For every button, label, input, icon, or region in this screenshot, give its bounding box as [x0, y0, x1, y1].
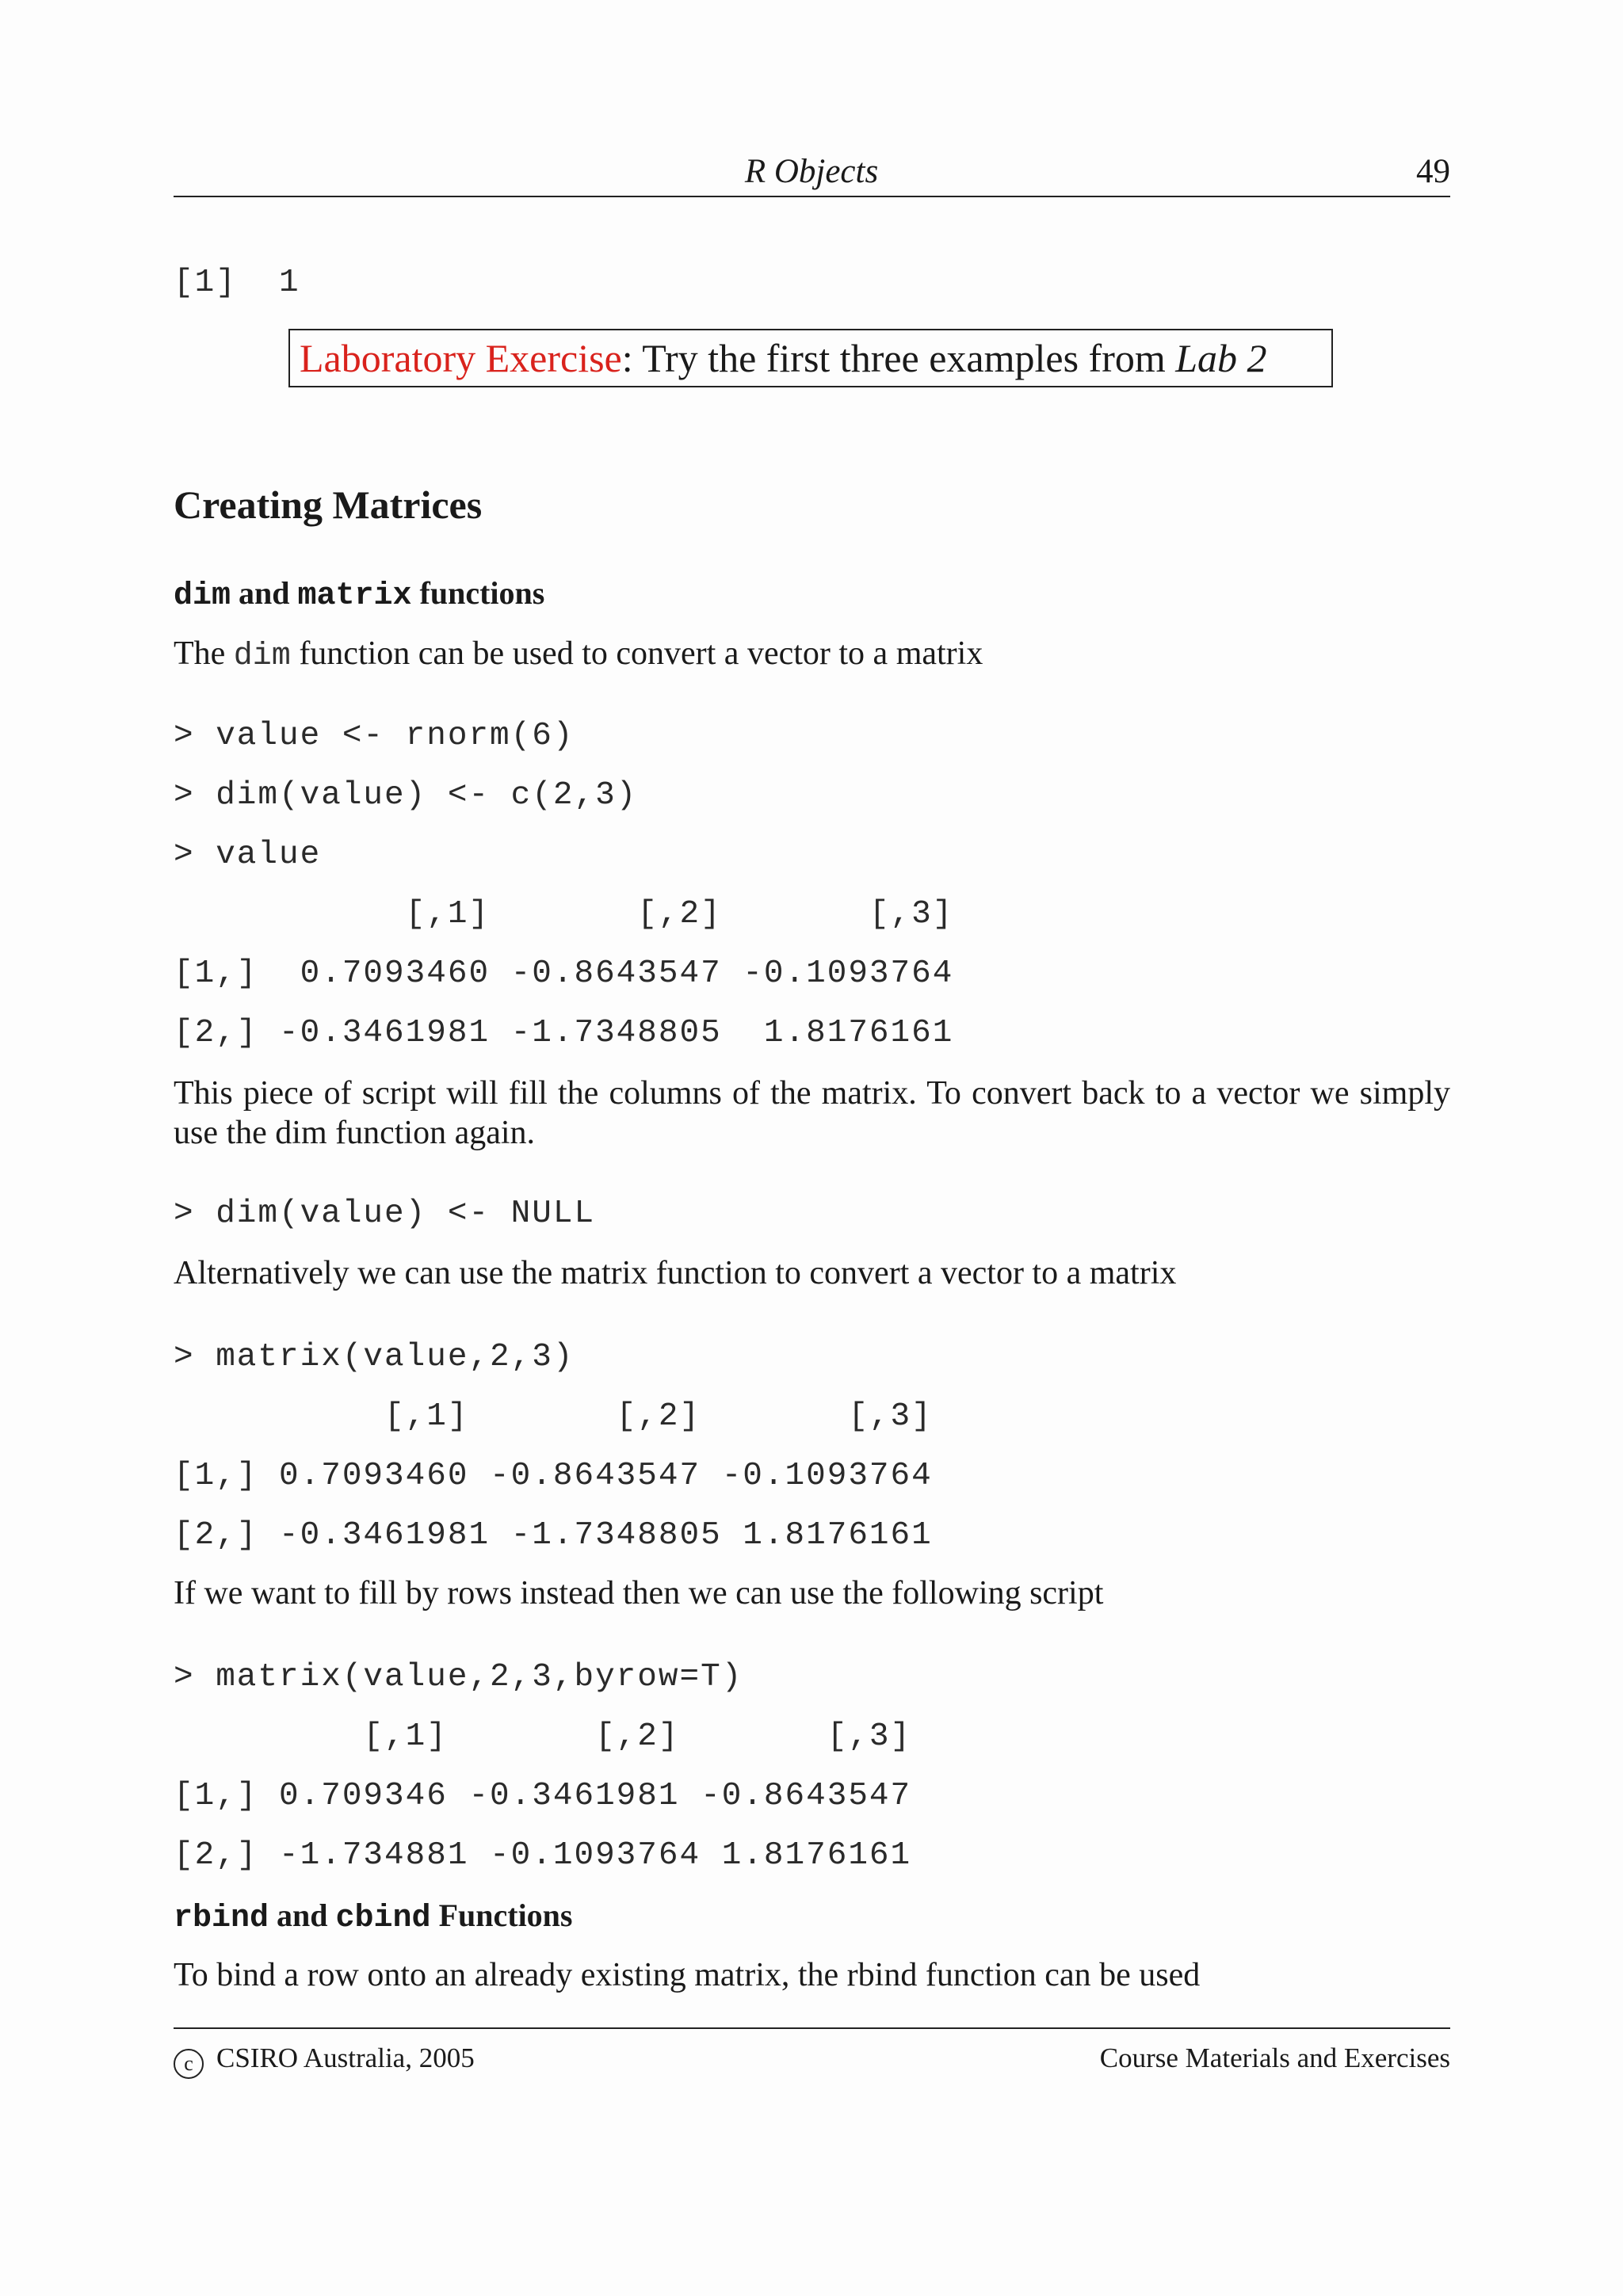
page-number: 49 — [1416, 153, 1450, 190]
footer-course-title: Course Materials and Exercises — [1099, 2042, 1450, 2073]
subsection-code-dim: dim — [174, 578, 231, 614]
lab-exercise-label: Laboratory Exercise — [300, 336, 622, 380]
code-output: [1] 1 — [174, 265, 300, 301]
subsection-and: and — [231, 575, 298, 611]
code-line: [2,] -1.734881 -0.1093764 1.8176161 — [174, 1837, 912, 1874]
subsection-and: and — [269, 1897, 336, 1933]
para1-after: function can be used to convert a vector to a matrix — [290, 635, 983, 672]
section-title: Creating Matrices — [174, 482, 483, 527]
code-line: [2,] -0.3461981 -1.7348805 1.8176161 — [174, 1015, 954, 1051]
paragraph-fill-rows: If we want to fill by rows instead then we can use the following script — [174, 1575, 1104, 1611]
para1-code: dim — [233, 639, 291, 674]
code-line: [,1] [,2] [,3] — [174, 896, 954, 933]
code-line: [2,] -0.3461981 -1.7348805 1.8176161 — [174, 1517, 933, 1554]
paragraph-rbind: To bind a row onto an already existing matrix, the rbind function can be used — [174, 1957, 1201, 1993]
para1-before: The — [174, 635, 234, 672]
code-line: > value <- rnorm(6) — [174, 718, 575, 754]
code-line: [1,] 0.709346 -0.3461981 -0.8643547 — [174, 1778, 912, 1814]
subsection-heading-rbind-cbind — [174, 1897, 573, 1936]
subsection-heading-dim-matrix — [174, 574, 544, 614]
footer-left-text: CSIRO Australia, 2005 — [216, 2042, 475, 2073]
code-line: [,1] [,2] [,3] — [174, 1398, 933, 1435]
subsection-code-cbind: cbind — [335, 1901, 431, 1936]
paragraph-matrix-function: Alternatively we can use the matrix function to convert a vector to a matrix — [174, 1255, 1177, 1291]
subsection-code-matrix: matrix — [297, 578, 412, 614]
code-line: > value — [174, 837, 322, 873]
header-rule — [174, 196, 1450, 197]
code-line: > matrix(value,2,3) — [174, 1339, 575, 1375]
copyright-icon: c — [174, 2049, 204, 2079]
lab-name: Lab 2 — [1175, 336, 1267, 380]
lab-exercise-text: : Try the first three examples from — [621, 336, 1176, 380]
subsection-code-rbind: rbind — [174, 1901, 269, 1936]
running-header-title: R Objects — [744, 153, 879, 190]
code-line: [,1] [,2] [,3] — [174, 1718, 912, 1755]
code-line: > dim(value) <- c(2,3) — [174, 777, 638, 814]
code-line: [1,] 0.7093460 -0.8643547 -0.1093764 — [174, 955, 954, 992]
code-line: > matrix(value,2,3,byrow=T) — [174, 1659, 743, 1695]
subsection-rest: Functions — [430, 1897, 573, 1933]
footer-rule — [174, 2027, 1450, 2029]
lab-exercise-box — [288, 329, 1333, 387]
subsection-rest: functions — [411, 575, 545, 611]
code-line: > dim(value) <- NULL — [174, 1196, 596, 1232]
paragraph-dim-intro — [174, 634, 1450, 677]
paragraph-fill-columns: This piece of script will fill the columns of the matrix. To convert back to a vector we simply use the dim function again. — [174, 1075, 1450, 1151]
code-line: [1,] 0.7093460 -0.8643547 -0.1093764 — [174, 1458, 933, 1494]
footer-copyright — [174, 2042, 475, 2079]
